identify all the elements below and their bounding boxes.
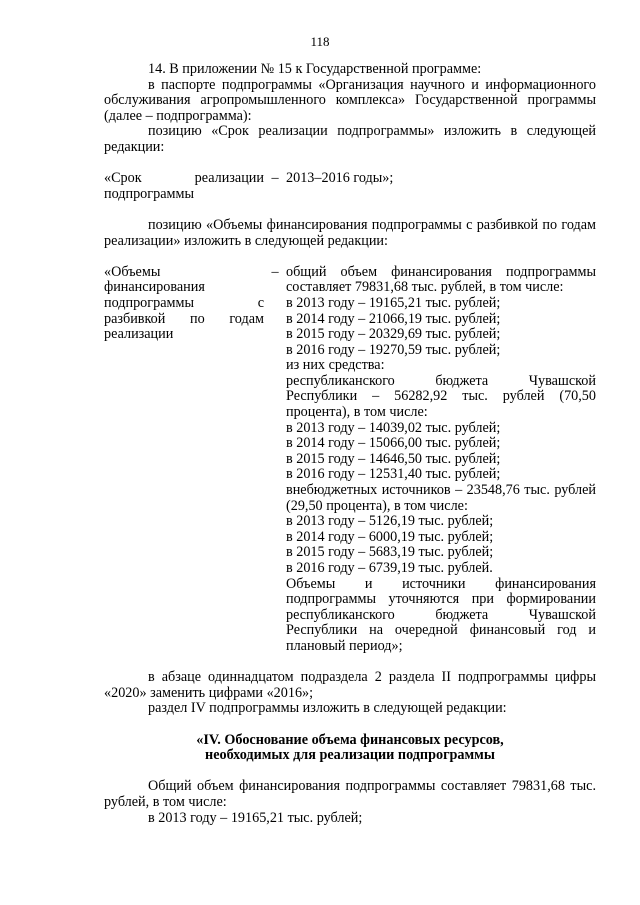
total-year-2013: в 2013 году – 19165,21 тыс. рублей; (286, 294, 501, 311)
republic-budget: республиканского бюджета Чувашской Республики – 56282,92 тыс. рублей (70,50 процента), в том числе: (286, 372, 596, 421)
of-which-label: из них средства: (286, 357, 385, 374)
srok-dash: – (271, 170, 279, 187)
srok-instruction: позицию «Срок реализации подпрограммы» изложить в следующей редакции: (104, 123, 596, 155)
republic-year-2016: в 2016 году – 12531,40 тыс. рублей; (286, 466, 501, 483)
total-financing: общий объем финансирования подпрограммы составляет 79831,68 тыс. рублей, в том числе: (286, 263, 596, 296)
offbudget-year-2015: в 2015 году – 5683,19 тыс. рублей; (286, 544, 494, 561)
srok-row (104, 171, 596, 202)
section4-heading-line2: необходимых для реализации подпрограммы (205, 747, 495, 764)
republic-year-2015: в 2015 году – 14646,50 тыс. рублей; (286, 450, 501, 467)
republic-year-2013: в 2013 году – 14039,02 тыс. рублей; (286, 419, 501, 436)
volumes-value (286, 265, 596, 655)
srok-label: «Срок реализации подпрограммы (104, 170, 264, 202)
page-number: 118 (310, 34, 330, 49)
volumes-instruction: позицию «Объемы финансирования подпрограммы с разбивкой по годам реализации» изложить в следующей редакции: (104, 216, 596, 249)
document-body (104, 62, 596, 826)
paragraph-11-instruction: в абзаце одиннадцатом подраздела 2 раздела II подпрограммы цифры «2020» заменить цифрами «2016»; (104, 669, 596, 701)
total-year-2014: в 2014 году – 21066,19 тыс. рублей; (286, 310, 501, 327)
offbudget-sources: внебюджетных источников – 23548,76 тыс. рублей (29,50 процента), в том числе: (286, 482, 596, 514)
item-intro: 14. В приложении № 15 к Государственной программе: (148, 61, 482, 77)
section4-body: Общий объем финансирования подпрограммы составляет 79831,68 тыс. рублей, в том числе: (104, 778, 596, 810)
volumes-dash: – (271, 263, 279, 280)
republic-year-2014: в 2014 году – 15066,00 тыс. рублей; (286, 435, 501, 452)
srok-value: 2013–2016 годы»; (286, 170, 394, 187)
financing-note: Объемы и источники финансирования подпрограммы уточняются при формировании республиканского бюджета Чувашской Республики на очередной финансовый год и плановый период»; (286, 575, 596, 654)
passport-paragraph: в паспорте подпрограммы «Организация научного и информационного обслуживания агропромышленного комплекса» Государственной программы (далее – подпрограмма): (104, 76, 596, 124)
section4-year-2013: в 2013 году – 19165,21 тыс. рублей; (148, 809, 363, 826)
volumes-row (104, 265, 596, 655)
total-year-2015: в 2015 году – 20329,69 тыс. рублей; (286, 326, 501, 343)
volumes-label: «Объемы финансирования подпрограммы с разбивкой по годам реализации (104, 263, 264, 343)
section4-instruction: раздел IV подпрограммы изложить в следующей редакции: (148, 700, 507, 717)
offbudget-year-2013: в 2013 году – 5126,19 тыс. рублей; (286, 513, 494, 530)
section4-heading-line1: «IV. Обоснование объема финансовых ресурсов, (196, 731, 504, 748)
offbudget-year-2016: в 2016 году – 6739,19 тыс. рублей. (286, 560, 493, 576)
offbudget-year-2014: в 2014 году – 6000,19 тыс. рублей; (286, 528, 494, 545)
total-year-2016: в 2016 году – 19270,59 тыс. рублей; (286, 341, 501, 358)
